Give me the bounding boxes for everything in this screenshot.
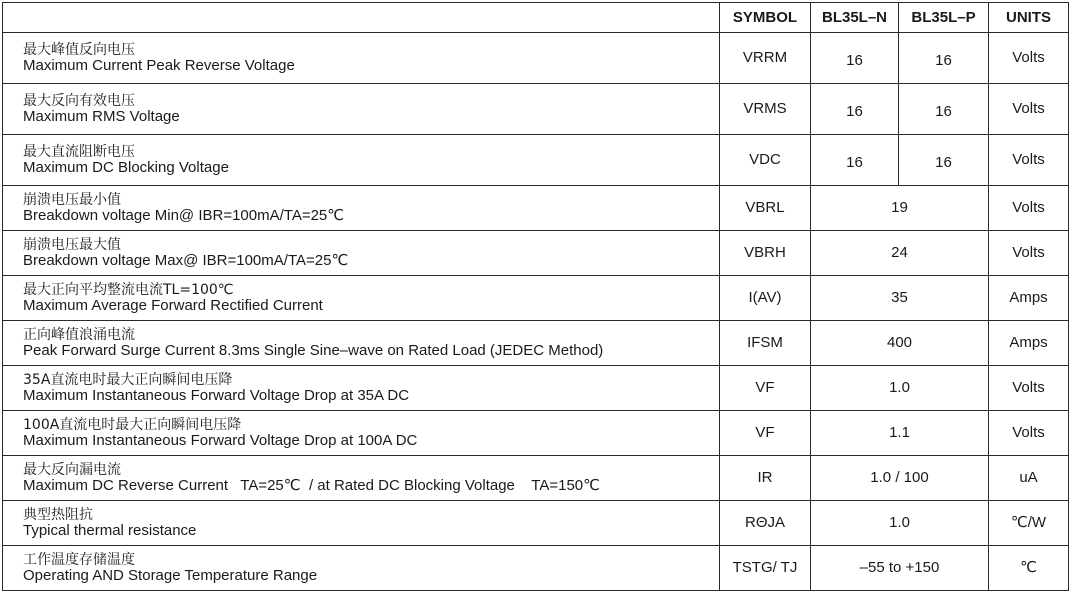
parameter-cn: 最大反向漏电流: [23, 462, 121, 478]
value-p-cell: 16: [899, 33, 989, 84]
table-row: [3, 456, 1069, 501]
parameter-cell: [3, 186, 720, 231]
value-cell: 1.1: [811, 411, 989, 456]
value-p-cell: 16: [899, 135, 989, 186]
header-units: UNITS: [989, 3, 1069, 33]
parameter-en: Maximum DC Reverse Current TA=25℃ / at Rated DC Blocking Voltage TA=150℃: [23, 477, 600, 494]
symbol-cell: VBRH: [720, 231, 811, 276]
symbol-cell: VF: [720, 411, 811, 456]
units-cell: Volts: [989, 84, 1069, 135]
parameter-cn: 工作温度存储温度: [23, 552, 135, 568]
value-n-cell: 16: [811, 33, 899, 84]
table-row: [3, 186, 1069, 231]
table-row: [3, 276, 1069, 321]
units-cell: Volts: [989, 33, 1069, 84]
units-cell: Volts: [989, 366, 1069, 411]
units-cell: Volts: [989, 411, 1069, 456]
parameter-cell: [3, 501, 720, 546]
symbol-cell: VBRL: [720, 186, 811, 231]
parameter-cell: [3, 33, 720, 84]
symbol-cell: RΘJA: [720, 501, 811, 546]
parameter-cell: [3, 366, 720, 411]
units-cell: Amps: [989, 276, 1069, 321]
value-cell: –55 to +150: [811, 546, 989, 591]
parameter-en: Peak Forward Surge Current 8.3ms Single Sine–wave on Rated Load (JEDEC Method): [23, 342, 604, 359]
parameter-cn: 典型热阻抗: [23, 507, 93, 523]
symbol-cell: VDC: [720, 135, 811, 186]
parameter-cn: 崩溃电压最大值: [23, 237, 121, 253]
header-bl35l-n: BL35L–N: [811, 3, 899, 33]
parameter-cn: 最大直流阻断电压: [23, 144, 135, 160]
table-row: [3, 411, 1069, 456]
parameter-en: Maximum RMS Voltage: [23, 108, 180, 125]
parameter-cell: [3, 321, 720, 366]
parameter-cn: 崩溃电压最小值: [23, 192, 121, 208]
value-cell: 400: [811, 321, 989, 366]
symbol-cell: VF: [720, 366, 811, 411]
parameter-en: Breakdown voltage Min@ IBR=100mA/TA=25℃: [23, 207, 345, 224]
units-cell: Volts: [989, 135, 1069, 186]
units-cell: Amps: [989, 321, 1069, 366]
parameter-cell: [3, 84, 720, 135]
parameter-cn: 正向峰值浪涌电流: [23, 327, 135, 343]
value-cell: 1.0: [811, 501, 989, 546]
parameter-cell: [3, 456, 720, 501]
units-cell: ℃: [989, 546, 1069, 591]
header-parameter: [3, 3, 720, 33]
symbol-cell: I(AV): [720, 276, 811, 321]
value-p-cell: 16: [899, 84, 989, 135]
symbol-cell: VRRM: [720, 33, 811, 84]
header-symbol: SYMBOL: [720, 3, 811, 33]
parameter-cell: [3, 231, 720, 276]
units-cell: uA: [989, 456, 1069, 501]
symbol-cell: IFSM: [720, 321, 811, 366]
table-row: [3, 321, 1069, 366]
parameter-en: Maximum Instantaneous Forward Voltage Drop at 100A DC: [23, 432, 418, 449]
parameter-cn: 100A直流电时最大正向瞬间电压降: [23, 417, 242, 433]
parameter-en: Maximum Current Peak Reverse Voltage: [23, 57, 295, 74]
parameter-cell: [3, 411, 720, 456]
parameter-en: Maximum Instantaneous Forward Voltage Drop at 35A DC: [23, 387, 410, 404]
ratings-table: [2, 2, 1069, 591]
value-cell: 19: [811, 186, 989, 231]
symbol-cell: TSTG/ TJ: [720, 546, 811, 591]
parameter-en: Operating AND Storage Temperature Range: [23, 567, 318, 584]
parameter-en: Typical thermal resistance: [23, 522, 197, 539]
parameter-cn: 最大反向有效电压: [23, 93, 135, 109]
table-row: [3, 231, 1069, 276]
table-row: [3, 366, 1069, 411]
value-cell: 1.0: [811, 366, 989, 411]
table-row: [3, 135, 1069, 186]
units-cell: Volts: [989, 231, 1069, 276]
parameter-cell: [3, 135, 720, 186]
table-row: [3, 33, 1069, 84]
value-n-cell: 16: [811, 135, 899, 186]
value-cell: 1.0 / 100: [811, 456, 989, 501]
value-cell: 24: [811, 231, 989, 276]
parameter-en: Breakdown voltage Max@ IBR=100mA/TA=25℃: [23, 252, 349, 269]
parameter-cell: [3, 276, 720, 321]
symbol-cell: VRMS: [720, 84, 811, 135]
header-bl35l-p: BL35L–P: [899, 3, 989, 33]
parameter-cn: 35A直流电时最大正向瞬间电压降: [23, 372, 233, 388]
table-row: [3, 501, 1069, 546]
value-n-cell: 16: [811, 84, 899, 135]
parameter-en: Maximum Average Forward Rectified Current: [23, 297, 323, 314]
value-cell: 35: [811, 276, 989, 321]
header-row: [3, 3, 1069, 33]
symbol-cell: IR: [720, 456, 811, 501]
table-row: [3, 84, 1069, 135]
parameter-cn: 最大正向平均整流电流TL=100℃: [23, 282, 234, 298]
parameter-en: Maximum DC Blocking Voltage: [23, 159, 229, 176]
units-cell: ℃/W: [989, 501, 1069, 546]
units-cell: Volts: [989, 186, 1069, 231]
parameter-cn: 最大峰值反向电压: [23, 42, 135, 58]
